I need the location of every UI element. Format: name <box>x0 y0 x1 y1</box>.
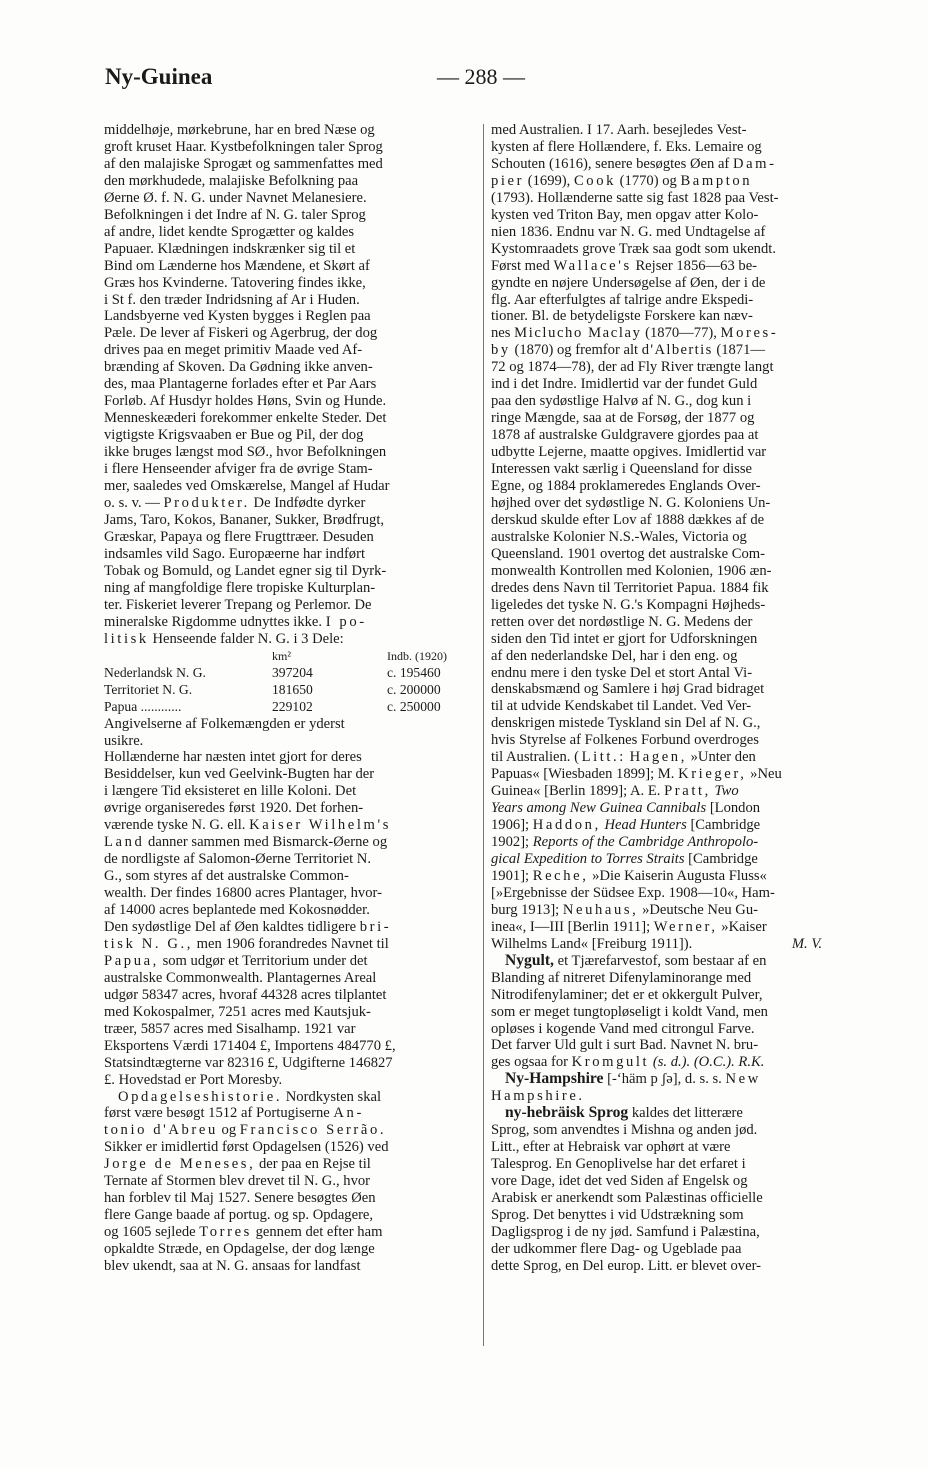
text-line: blev ukendt, saa at N. G. ansaas for landfast <box>104 1258 361 1275</box>
text-line: indsamles vild Sago. Europæerne har indført <box>104 545 366 562</box>
text-line: Jorge de Meneses, der paa en Rejse til <box>104 1156 371 1173</box>
text-line: inea«, I—III [Berlin 1911]; Werner, »Kaiser <box>491 918 767 935</box>
person-name: d'Albertis <box>641 342 713 359</box>
text-line: kysten af flere Hollændere, f. Eks. Lemaire og <box>491 138 762 155</box>
table-cell: Papua ............ <box>104 698 182 714</box>
text-line: Talesprog. En Genoplivelse har det erfaret i <box>491 1156 746 1173</box>
text-line: Bind om Lænderne hos Mændene, et Skørt af <box>104 257 370 274</box>
text-line: ges ogsaa for Kromgult (s. d.). (O.C.). R.K. <box>491 1054 765 1071</box>
text-line: Guinea« [Berlin 1899]; A. E. Pratt, Two <box>491 783 739 800</box>
text-line: Jams, Taro, Kokos, Bananer, Sukker, Brødfrugt, <box>104 511 385 528</box>
text-line: Eksportens Værdi 171404 £, Importens 484770 £, <box>104 1037 396 1054</box>
running-title: Ny-Guinea <box>105 64 213 89</box>
text-line: nes Miclucho Maclay (1870—77), Mores- <box>491 325 779 342</box>
cross-reference: Kromgult <box>571 1054 650 1071</box>
person-name: Hagen, <box>629 749 687 766</box>
text-line: o. s. v. — Produkter. De Indfødte dyrker <box>104 494 366 511</box>
table-row <box>104 699 476 716</box>
book-title: Head Hunters <box>604 817 687 834</box>
text-line: Pæle. De lever af Fiskeri og Agerbrug, der dog <box>104 325 378 342</box>
section-heading-opdagelses: Opdagelseshistorie. <box>118 1088 283 1105</box>
text-line: han forblev til Maj 1527. Senere besøgtes Øen <box>104 1190 376 1207</box>
entry-headword-ny-hampshire: Ny-Hampshire <box>505 1070 604 1088</box>
person-name: Cook <box>573 172 616 189</box>
text-line: og 1605 sejlede Torres gennem det efter ham <box>104 1224 383 1241</box>
text-line: flg. Aar efterfulgtes af talrige andre Ekspedi- <box>491 291 754 308</box>
table-header: km² <box>272 648 291 663</box>
text-line: træer, 5857 acres med Sisalhamp. 1921 var <box>104 1020 356 1037</box>
text-line: som er meget tungtopløseligt i koldt Vand, men <box>491 1003 768 1020</box>
text-line: Angivelserne af Folkemængden er yderst <box>104 715 345 732</box>
text-line: ligeledes det tyske N. G.'s Kompagni Højheds- <box>491 596 766 613</box>
population-table <box>104 648 476 716</box>
entry-headword-ny-hebraisk: ny-hebräisk Sprog <box>505 1104 629 1122</box>
text-line: retten over det nordøstlige N. G. Medens der <box>491 613 753 630</box>
text-line: udgør 58347 acres, hvoraf 44328 acres tilplantet <box>104 986 387 1003</box>
text-line: Først med Wallace's Rejser 1856—63 be- <box>491 257 758 274</box>
text-line: ind i det Indre. Imidlertid var der fundet Guld <box>491 376 758 393</box>
text-line: australske Commonwealth. Plantagernes Areal <box>104 969 377 986</box>
text-line: Queensland. 1901 overtog det australske Com- <box>491 545 765 562</box>
text-line: Hollænderne har næsten intet gjort for deres <box>104 749 362 766</box>
text-line: Sprog. Det benyttes i vid Udstrækning som <box>491 1207 744 1223</box>
text-line: Sikker er imidlertid først Opdagelsen (1526) ved <box>104 1139 389 1156</box>
person-name: Pratt, <box>664 783 711 800</box>
text-line: middelhøje, mørkebrune, har en bred Næse og <box>104 122 375 138</box>
text-line: Nitrodifenylaminer; det er et okkergult Pulver, <box>491 986 763 1003</box>
place-name: Papua, <box>104 952 159 969</box>
text-line: ikke bruges længst mod SØ., hvor Befolkningen <box>104 444 387 461</box>
text-line: 1906]; Haddon, Head Hunters [Cambridge <box>491 817 761 834</box>
table-cell: 181650 <box>272 681 313 697</box>
page-number: — 288 — <box>437 64 525 89</box>
text-line: af den malajiske Sprogæt og sammenfattes med <box>104 155 383 172</box>
text-line: højhed over det sydøstlige N. G. Koloniens Un- <box>491 494 771 511</box>
left-column <box>104 122 476 1275</box>
text-line: derskud skulde efter Lov af 1888 dækkes af de <box>491 511 765 528</box>
text-line: monwealth Kontrollen med Kolonien, 1906 æn- <box>491 562 772 579</box>
text-line: ning af mangfoldige flere tropiske Kulturplan- <box>104 579 376 596</box>
text-line: Græs hos Kvinderne. Tatovering findes ikke, <box>104 274 366 291</box>
text-line: Egne, og 1884 proklameredes Englands Over- <box>491 478 761 495</box>
person-name: Reche, <box>532 867 589 884</box>
text-line: 1901]; Reche, »Die Kaiserin Augusta Fluss« <box>491 867 767 884</box>
text-line: wealth. Der findes 16800 acres Plantager, hvor- <box>104 885 382 902</box>
text-line: australske Kolonier N.S.-Wales, Victoria og <box>491 528 747 545</box>
text-line: i St f. den træder Indridsning af Ar i Huden. <box>104 291 360 308</box>
text-line: pier (1699), Cook (1770) og Bampton <box>491 172 753 189</box>
text-line: Interessen vakt særlig i Queensland for disse <box>491 461 753 478</box>
table-header-row <box>104 648 476 665</box>
text-line: først være besøgt 1512 af Portugiserne An- <box>104 1105 364 1122</box>
text-line: Statsindtægterne var 82316 £, Udgifterne 146827 <box>104 1054 393 1071</box>
text-line: opkaldte Stræde, en Opdagelse, der dog længe <box>104 1241 375 1258</box>
text-line: værende tyske N. G. ell. Kaiser Wilhelm's <box>104 817 391 834</box>
text-line: gyndte en nøjere Undersøgelse af Øen, der i de <box>491 274 766 291</box>
text-line: udbytte Lejerne, maatte opgives. Imidlertid var <box>491 444 767 461</box>
text-line: siden den Tid intet er gjort for Udforskningen <box>491 630 758 647</box>
text-line: ny-hebräisk Sprog kaldes det litterære <box>505 1104 743 1122</box>
paragraph-administration-cont <box>104 851 476 919</box>
text-line: £. Hovedstad er Port Moresby. <box>104 1071 283 1088</box>
right-column <box>491 122 862 1275</box>
text-line: Sprog, som anvendtes i Mishna og anden jød. <box>491 1122 758 1139</box>
text-line: Forløb. Af Husdyr holdes Høns, Svin og Hunde. <box>104 393 387 410</box>
text-line: med Kokospalmer, 7251 acres med Kautsjuk- <box>104 1003 371 1020</box>
text-line: Litt., efter at Hebraisk var ophørt at være <box>491 1139 731 1156</box>
place-name: Land <box>104 834 145 851</box>
text-line: mer, saaledes ved Omskærelse, Mangel af Hudar <box>104 478 390 495</box>
section-heading-politisk: litisk <box>104 630 149 647</box>
person-name: Werner, <box>653 918 718 935</box>
text-line: kysten ved Triton Bay, men opgav atter Kolo- <box>491 206 759 223</box>
text-line: Land danner sammen med Bismarck-Øerne og <box>104 834 388 851</box>
text-line: [»Ergebnisse der Südsee Exp. 1908—10«, Ham- <box>491 884 775 901</box>
paragraph-administration <box>104 749 476 817</box>
text-line: Tobak og Bomuld, og Landet egner sig til Dyrk- <box>104 562 387 579</box>
text-line: øvrige organiseredes først 1920. Det forhen- <box>104 800 364 817</box>
text-line: Opdagelseshistorie. Nordkysten skal <box>118 1088 382 1105</box>
author-signature: M. V. <box>791 935 822 952</box>
person-name: Miclucho Maclay <box>514 325 642 342</box>
text-line: Græskar, Papaya og flere Frugttræer. Desuden <box>104 528 374 545</box>
text-line: Den sydøstlige Del af Øen kaldtes tidligere bri- <box>104 918 392 935</box>
text-line: der udkommer flere Dag- og Ugeblade paa <box>491 1240 742 1257</box>
table-row <box>104 665 476 682</box>
text-line: Øerne Ø. f. N. G. under Navnet Melanesiere. <box>104 189 367 206</box>
place-name: tisk N. G., <box>104 935 194 952</box>
book-title: Reports of the Cambridge Anthropolo- <box>532 834 759 851</box>
person-name: tonio d'Abreu <box>104 1122 218 1139</box>
person-name: Francisco Serrão. <box>239 1122 387 1139</box>
paragraph-products <box>104 512 476 614</box>
table-cell: c. 200000 <box>387 681 441 697</box>
text-line: Befolkningen i det Indre af N. G. taler Sprog <box>104 206 366 223</box>
text-line: af 14000 acres beplantede med Kokosnødder. <box>104 902 370 919</box>
person-name: pier <box>491 172 525 189</box>
text-line <box>491 1088 862 1105</box>
cross-reference: Hampshire. <box>491 1088 585 1105</box>
text-line: dette Sprog, en Del europ. Litt. er blevet over- <box>491 1257 762 1274</box>
paragraph-ethnography <box>104 122 476 495</box>
text-line: ringe Mængde, saa at de Forsøg, der 1877 og <box>491 410 755 427</box>
text-line: de nordligste af Salomon-Øerne Territoriet N. <box>104 851 371 868</box>
text-line: brænding af Skoven. Da Gødning ikke anven- <box>104 359 373 376</box>
text-line: usikre. <box>104 732 144 749</box>
text-line: burg 1913]; Neuhaus, »Deutsche Neu Gu- <box>491 901 758 918</box>
person-name: Jorge de Meneses, <box>104 1156 256 1173</box>
text-line: dredes dens Navn til Territoriet Papua. 1884 fik <box>491 579 769 596</box>
text-line: af andre, lidet kendte Sprogætter og kaldes <box>104 223 355 240</box>
table-cell: c. 195460 <box>387 664 441 680</box>
person-name: Wallace's <box>553 257 632 274</box>
person-name: Haddon, <box>532 817 601 834</box>
text-line: Nygult, et Tjærefarvestof, som bestaar af en <box>505 951 767 969</box>
text-line: Blanding af nitreret Difenylaminorange med <box>491 969 752 986</box>
text-line: paa den sydøstlige Halvø af N. G., dog kun i <box>491 393 752 410</box>
text-line: af den nederlandske Del, har i den eng. og <box>491 647 738 664</box>
place-name: Kaiser Wilhelm's <box>249 817 391 834</box>
table-cell: 229102 <box>272 698 313 714</box>
text-line: Papuas« [Wiesbaden 1899]; M. Krieger, »Neu <box>491 766 782 783</box>
text-line: med Australien. I 17. Aarh. besejledes Vest- <box>491 122 747 138</box>
table-cell: c. 250000 <box>387 698 441 714</box>
text-line: Dagligsprog i de ny jød. Samfund i Palæstina, <box>491 1223 760 1240</box>
text-line: drives paa en meget primitiv Maade ved Af- <box>104 342 363 359</box>
person-name: Neuhaus, <box>562 901 639 918</box>
text-line: mineralske Rigdomme udnyttes ikke. I po- <box>104 613 367 630</box>
text-line: tisk N. G., men 1906 forandredes Navnet til <box>104 935 389 952</box>
text-line: Ternate af Stormen blev drevet til N. G., hvor <box>104 1173 371 1190</box>
text-line: endnu mere i den tyske Del et stort Antal Vi- <box>491 664 753 681</box>
text-line: flere Gange baade af portug. og sp. Opdagere, <box>104 1207 374 1224</box>
text-line: vore Dage, idet det ved Siden af Engelsk og <box>491 1173 748 1190</box>
text-line: denskabsmænd og Samlere i høj Grad bidraget <box>491 681 765 698</box>
paragraph-economy <box>104 970 476 1072</box>
text-line: Landsbyerne ved Kysten bygges i Reglen paa <box>104 308 371 325</box>
text-line: nien 1836. Endnu var N. G. med Undtagelse af <box>491 223 766 240</box>
table-header <box>104 648 272 665</box>
text-line: til at udvide Kendskabet til Landet. Ved Ver- <box>491 698 752 715</box>
text-line: Besiddelser, kun ved Geelvink-Bugten har der <box>104 766 375 783</box>
text-line: Ny-Hampshire [-ʻhäm p ʃə], d. s. s. New <box>505 1070 761 1088</box>
text-line: tonio d'Abreu og Francisco Serrão. <box>104 1122 387 1139</box>
table-row <box>104 682 476 699</box>
text-line: litisk Henseende falder N. G. i 3 Dele: <box>104 630 344 647</box>
text-line: G., som styres af det australske Common- <box>104 868 349 885</box>
text-line: hvis Styrelse af Folkenes Forbund overdroges <box>491 732 759 749</box>
text-line: tioner. Bl. de betydeligste Forskere kan næv- <box>491 308 753 325</box>
text-line: 1878 af australske Guldgravere gjordes paa at <box>491 427 759 444</box>
page-header <box>105 64 857 104</box>
paragraph-note <box>104 716 476 733</box>
text-line: (1793). Hollænderne satte sig fast 1828 paa Vest- <box>491 189 779 206</box>
table-cell: Nederlandsk N. G. <box>104 664 206 680</box>
table-cell: 397204 <box>272 664 313 680</box>
text-line: denskrigen mistede Tyskland sin Del af N. G., <box>491 715 761 732</box>
text-line: i flere Henseender afviger fra de øvrige Stam- <box>104 461 373 478</box>
text-line: den mørkhudede, malajiske Befolkning paa <box>104 172 359 189</box>
section-heading-produkter: Produkter. <box>163 494 250 511</box>
text-line: des, maa Plantagerne forlades efter et Par Aars <box>104 376 377 393</box>
table-header: Indb. (1920) <box>387 648 447 663</box>
text-line: Det farver Uld gult i surt Bad. Navnet N. bru- <box>491 1037 759 1054</box>
text-line: vigtigste Krigsvaaben er Bue og Pil, der dog <box>104 427 364 444</box>
entry-headword-nygult: Nygult, <box>505 951 554 969</box>
book-title: gical Expedition to Torres Straits <box>491 850 685 867</box>
text-line: Papua, som udgør et Territorium under det <box>104 952 368 969</box>
table-cell: Territoriet N. G. <box>104 681 193 697</box>
text-line: Arabisk er anerkendt som Palæstinas officielle <box>491 1190 763 1207</box>
text-line: groft kruset Haar. Kystbefolkningen taler Sprog <box>104 138 383 155</box>
text-line: gical Expedition to Torres Straits [Cambridge <box>491 850 758 867</box>
text-line: Schouten (1616), senere besøgtes Øen af Dam- <box>491 155 777 172</box>
text-line: Years among New Guinea Cannibals [London <box>491 800 761 817</box>
person-name: Bampton <box>680 172 753 189</box>
text-line: by (1870) og fremfor alt d'Albertis (1871— <box>491 342 765 359</box>
person-name: Krieger, <box>678 766 747 783</box>
book-title: Years among New Guinea Cannibals <box>491 800 707 817</box>
text-line: ter. Fiskeriet leverer Trepang og Perlemor. De <box>104 596 372 613</box>
text-line: Wilhelms Land« [Freiburg 1911]). M. V. <box>491 935 822 952</box>
text-line: opløses i kogende Vand med citrongul Farve. <box>491 1020 755 1037</box>
text-line: 1902]; Reports of the Cambridge Anthropolo- <box>491 834 759 851</box>
text-line: i længere Tid eksisteret en lille Koloni. Det <box>104 783 357 800</box>
text-line: Papuaer. Klædningen indskrænker sig til et <box>104 240 356 257</box>
text-line: 72 og 1874—78), der ad Fly River trængte langt <box>491 359 774 376</box>
column-divider <box>483 124 484 1346</box>
person-name: by <box>491 342 511 359</box>
text-line: Kystomraadets grove Træk saa godt som ukendt. <box>491 240 776 257</box>
text-line: til Australien. (Litt.: Hagen, »Unter den <box>491 749 756 766</box>
text-line: Menneskeæderi forekommer enkelte Steder. Det <box>104 410 387 427</box>
person-name: Torres <box>199 1224 252 1241</box>
